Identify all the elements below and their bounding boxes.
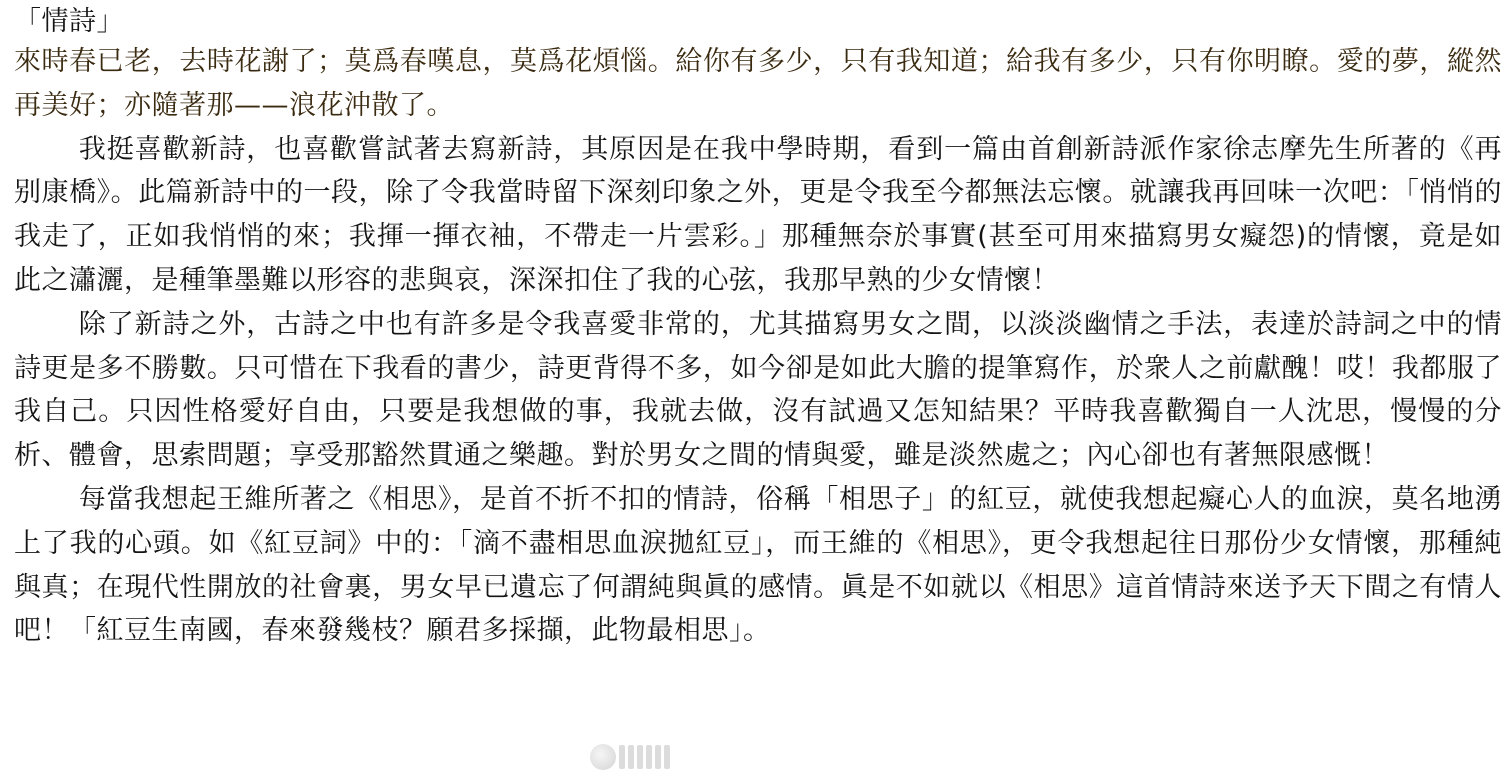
watermark-bar-icon [646,745,652,769]
paragraph-1: 我挺喜歡新詩，也喜歡嘗試著去寫新詩，其原因是在我中學時期，看到一篇由首創新詩派作家徐志摩先生所著的《再别康橋》。此篇新詩中的一段，除了令我當時留下深刻印象之外，更是令我至今都無法忘懷。就讓我再回味一次吧：「悄悄的我走了，正如我悄悄的來；我揮一揮衣袖，不帶走一片雲彩。」那種無奈於事實(甚至可用來描寫男女癡怨)的情懷，竟是如此之瀟灑，是種筆墨難以形容的悲與哀，深深扣住了我的心弦，我那早熟的少女情懷！ [14,133,1502,296]
watermark-bar-icon [619,745,625,769]
watermark-overlay [590,742,790,772]
watermark-avatar-icon [590,744,616,770]
document-title: 「情詩」 [14,6,124,37]
watermark-bar-icon [655,745,661,769]
poem-text: 來時春已老，去時花謝了；莫爲春嘆息，莫爲花煩惱。給你有多少，只有我知道；給我有多少，只有你明瞭。愛的夢，縱然再美好；亦隨著那——浪花沖散了。 [14,46,1502,121]
watermark-bar-icon [664,745,670,769]
paragraph-2: 除了新詩之外，古詩之中也有許多是令我喜愛非常的，尤其描寫男女之間，以淡淡幽情之手法，表達於詩詞之中的情詩更是多不勝數。只可惜在下我看的書少，詩更背得不多，如今卻是如此大膽的提筆寫作，於衆人之前獻醜！哎！我都服了我自己。只因性格愛好自由，只要是我想做的事，我就去做，沒有試過又怎知結果？平時我喜歡獨自一人沈思，慢慢的分析、體會，思索問題；享受那豁然貫通之樂趣。對於男女之間的情與愛，雖是淡然處之；內心卻也有著無限感慨！ [14,308,1502,472]
paragraph-3: 每當我想起王維所著之《相思》，是首不折不扣的情詩，俗稱「相思子」的紅豆，就使我想起癡心人的血淚，莫名地湧上了我的心頭。如《紅豆詞》中的：「滴不盡相思血淚拋紅豆」，而王維的《相思》，更令我想起往日那份少女情懷，那種純與真；在現代性開放的社會裏，男女早已遺忘了何謂純與眞的感情。眞是不如就以《相思》這首情詩來送予天下間之有情人吧！「紅豆生南國，春來發幾枝？願君多採擷，此物最相思」。 [14,483,1502,647]
watermark-bar-icon [628,745,634,769]
watermark-bar-icon [637,745,643,769]
